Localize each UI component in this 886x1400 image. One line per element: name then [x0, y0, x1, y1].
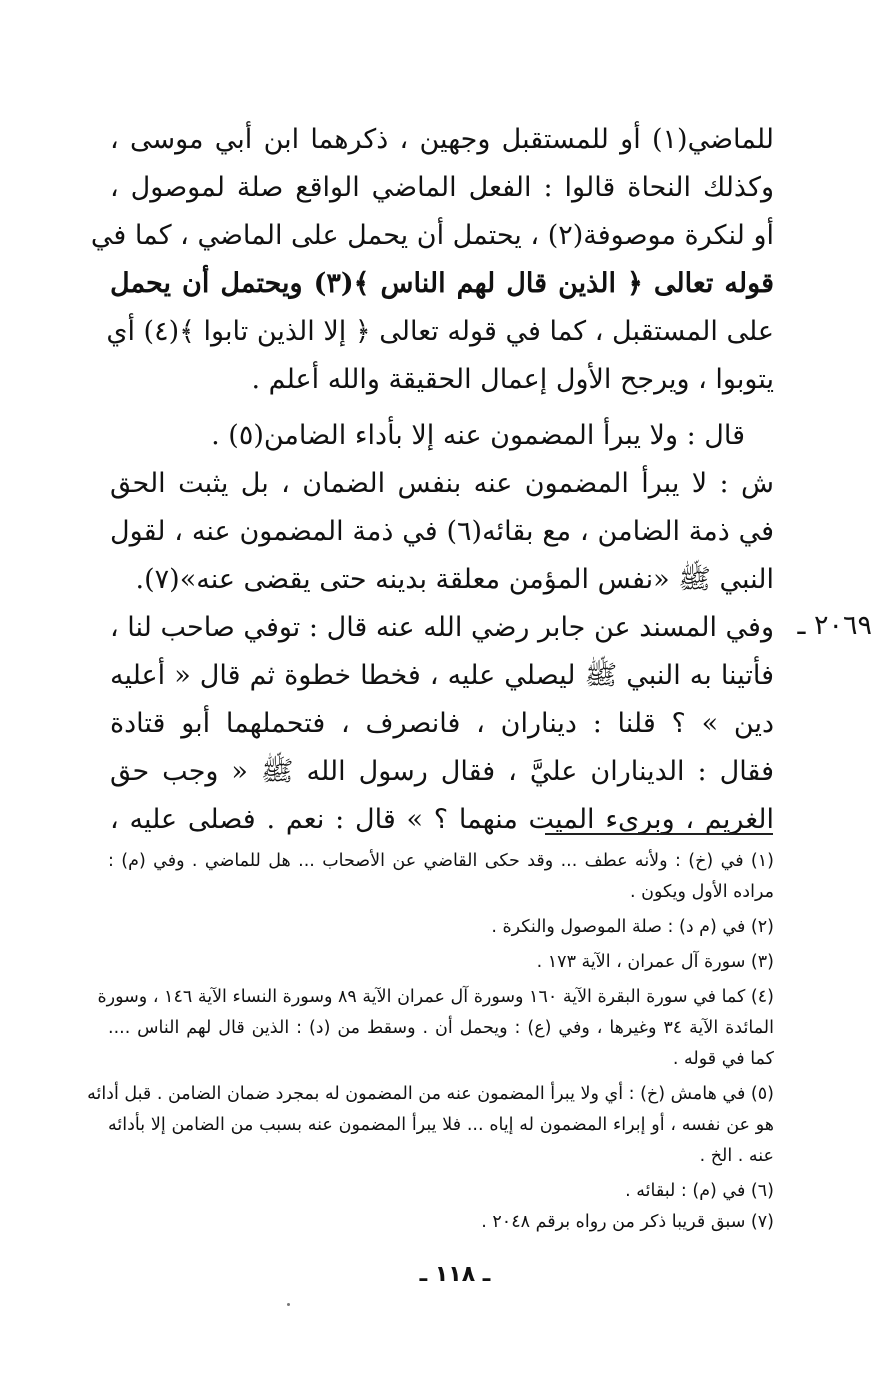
text-line: على المستقبل ، كما في قوله تعالى ﴿ إلا الذين تابوا ﴾(٤) أي	[106, 316, 774, 347]
paragraph-4	[110, 604, 774, 844]
footnote-separator	[545, 833, 773, 835]
footnote-line: (١) في (خ) : ولأنه عطف ... وقد حكى القاضي عن الأصحاب ... هل للماضي . وفي (م) :	[108, 851, 774, 871]
page-number: ـ ١١٨ ـ	[419, 1262, 491, 1287]
text-line: وكذلك النحاة قالوا : الفعل الماضي الواقع صلة لموصول ،	[110, 172, 774, 203]
print-speck	[287, 1303, 290, 1306]
footnote-6	[108, 1176, 774, 1207]
footnote-1	[108, 846, 774, 908]
footnote-line: كما في قوله .	[672, 1049, 774, 1069]
text-line: الغريم ، وبرىء الميت منهما ؟ » قال : نعم . فصلى عليه ،	[110, 804, 774, 835]
text-line: يتوبوا ، ويرجح الأول إعمال الحقيقة والله أعلم .	[251, 364, 774, 395]
text-line: ش : لا يبرأ المضمون عنه بنفس الضمان ، بل يثبت الحق	[110, 468, 774, 499]
footnote-2	[108, 912, 774, 943]
text-line: قوله تعالى ﴿ الذين قال لهم الناس ﴾(٣) ويحتمل أن يحمل	[110, 268, 774, 299]
footnote-line: مراده الأول ويكون .	[630, 882, 774, 902]
text-line: دين » ؟ قلنا : ديناران ، فانصرف ، فتحملهما أبو قتادة	[110, 708, 774, 739]
footnote-line: (٦) في (م) : لبقائه .	[625, 1181, 774, 1201]
text-line: قال : ولا يبرأ المضمون عنه إلا بأداء الضامن(٥) .	[211, 420, 745, 451]
footnote-3	[108, 947, 774, 978]
paragraph-3	[110, 460, 774, 604]
footnote-4	[97, 982, 775, 1075]
footnote-7	[108, 1207, 774, 1238]
text-line: في ذمة الضامن ، مع بقائه(٦) في ذمة المضمون عنه ، لقول	[110, 516, 775, 547]
footnote-5	[87, 1079, 774, 1172]
footnote-line: (٧) سبق قريبا ذكر من رواه برقم ٢٠٤٨ .	[481, 1212, 774, 1232]
paragraph-2	[110, 412, 745, 460]
text-line: وفي المسند عن جابر رضي الله عنه قال : توفي صاحب لنا ،	[110, 612, 774, 643]
footnotes	[87, 846, 775, 1238]
text-line: فقال : الديناران عليَّ ، فقال رسول الله ﷺ « وجب حق	[110, 756, 774, 787]
text-line: أو لنكرة موصوفة(٢) ، يحتمل أن يحمل على الماضي ، كما في	[90, 220, 774, 251]
paragraph-1	[90, 116, 774, 404]
footnote-line: هو عن نفسه ، أو إبراء المضمون له إياه ... فلا يبرأ المضمون عنه بسبب من الضامن إلا بأدائه	[108, 1115, 774, 1135]
text-line: للماضي(١) أو للمستقبل وجهين ، ذكرهما ابن أبي موسى ،	[110, 124, 774, 155]
footnote-line: (٢) في (م د) : صلة الموصول والنكرة .	[491, 917, 774, 937]
footnote-line: (٤) كما في سورة البقرة الآية ١٦٠ وسورة آل عمران الآية ٨٩ وسورة النساء الآية ١٤٦ ، وسورة	[97, 987, 774, 1007]
footnote-line: عنه . الخ .	[699, 1146, 774, 1166]
text-line: فأتينا به النبي ﷺ ليصلي عليه ، فخطا خطوة ثم قال « أعليه	[110, 660, 774, 691]
footnote-line: (٥) في هامش (خ) : أي ولا يبرأ المضمون عنه من المضمون له بمجرد ضمان الضامن . قبل أدائه	[87, 1084, 774, 1104]
footnote-line: المائدة الآية ٣٤ وغيرها ، وفي (ع) : ويحمل أن . وسقط من (د) : الذين قال لهم الناس ....	[108, 1018, 775, 1038]
text-line: النبي ﷺ «نفس المؤمن معلقة بدينه حتى يقضى عنه»(٧).	[135, 564, 774, 595]
hadith-number: ٢٠٦٩ ـ	[797, 610, 872, 641]
footnote-line: (٣) سورة آل عمران ، الآية ١٧٣ .	[536, 952, 774, 972]
